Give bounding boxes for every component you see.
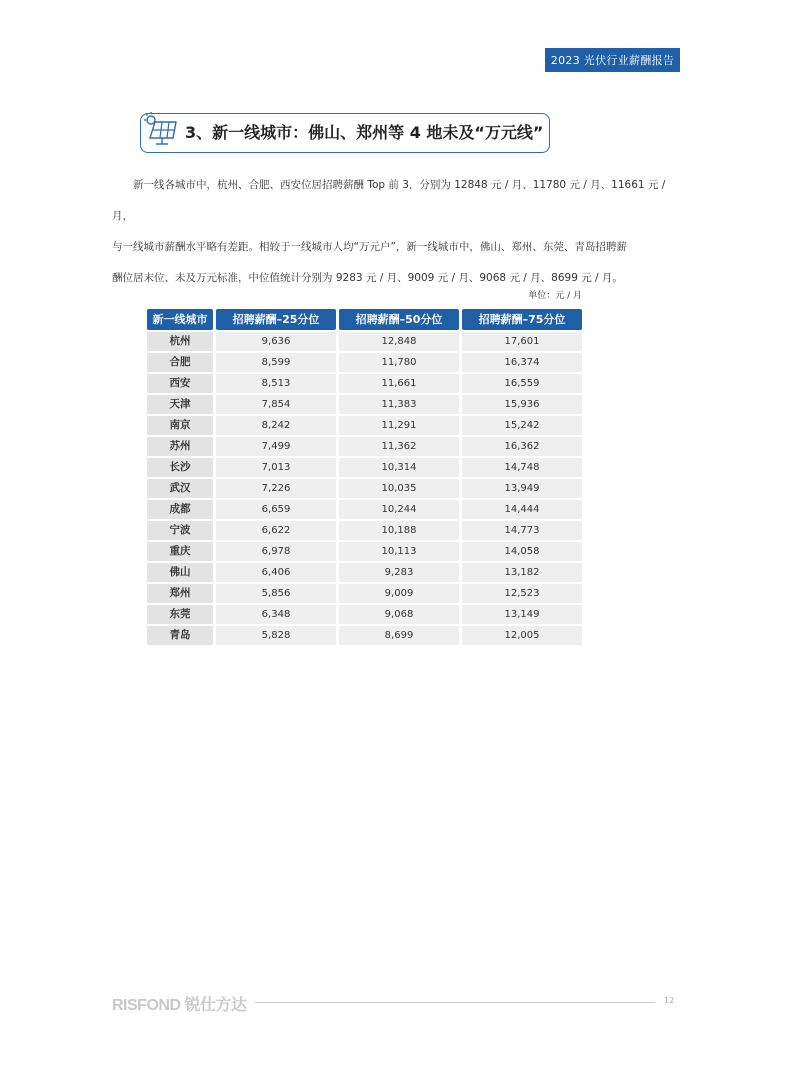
cell-city: 天津 [147, 395, 213, 414]
cell-p25: 8,599 [216, 353, 336, 372]
table-row [147, 603, 583, 624]
cell-p75: 16,362 [462, 437, 582, 456]
salary-table [147, 309, 583, 645]
cell-p50: 11,362 [339, 437, 459, 456]
cell-p50: 10,244 [339, 500, 459, 519]
cell-p25: 7,013 [216, 458, 336, 477]
cell-p75: 14,773 [462, 521, 582, 540]
cell-city: 成都 [147, 500, 213, 519]
cell-p75: 15,242 [462, 416, 582, 435]
cell-p50: 10,113 [339, 542, 459, 561]
cell-p25: 6,659 [216, 500, 336, 519]
cell-p50: 10,035 [339, 479, 459, 498]
header-p50: 招聘薪酬–50分位 [339, 309, 459, 330]
footer-logo: RISFOND 锐仕方达 [112, 997, 247, 1014]
report-title-tag: 2023 光伏行业薪酬报告 [545, 48, 680, 72]
cell-p75: 14,748 [462, 458, 582, 477]
cell-city: 南京 [147, 416, 213, 435]
cell-city: 苏州 [147, 437, 213, 456]
cell-p25: 7,226 [216, 479, 336, 498]
table-row [147, 372, 583, 393]
cell-p75: 13,149 [462, 605, 582, 624]
header-p75: 招聘薪酬–75分位 [462, 309, 582, 330]
cell-p50: 9,283 [339, 563, 459, 582]
cell-city: 东莞 [147, 605, 213, 624]
table-row [147, 414, 583, 435]
table-row [147, 393, 583, 414]
cell-city: 青岛 [147, 626, 213, 645]
cell-p75: 16,559 [462, 374, 582, 393]
table-row [147, 456, 583, 477]
table-row [147, 435, 583, 456]
cell-p25: 6,406 [216, 563, 336, 582]
table-row [147, 477, 583, 498]
cell-p25: 6,622 [216, 521, 336, 540]
body-paragraph [112, 170, 672, 294]
table-row [147, 582, 583, 603]
body-line-3: 酬位居末位、未及万元标准，中位值统计分别为 9283 元 / 月、9009 元 / 月、9068 元 / 月、8699 元 / 月。 [112, 272, 623, 284]
cell-p50: 11,383 [339, 395, 459, 414]
cell-p50: 11,780 [339, 353, 459, 372]
cell-p50: 12,848 [339, 332, 459, 351]
table-header [147, 309, 583, 330]
table-row [147, 519, 583, 540]
table-row [147, 540, 583, 561]
page-number: 12 [664, 996, 675, 1005]
section-title: 3、新一线城市：佛山、郑州等 4 地未及“万元线” [185, 123, 544, 142]
cell-city: 佛山 [147, 563, 213, 582]
cell-p75: 17,601 [462, 332, 582, 351]
table-row [147, 498, 583, 519]
table-row [147, 330, 583, 351]
cell-p25: 5,856 [216, 584, 336, 603]
table-body [147, 330, 583, 645]
table-row [147, 351, 583, 372]
cell-city: 重庆 [147, 542, 213, 561]
section-title-box [140, 113, 550, 153]
cell-p25: 9,636 [216, 332, 336, 351]
cell-p25: 5,828 [216, 626, 336, 645]
cell-p50: 8,699 [339, 626, 459, 645]
table-row [147, 561, 583, 582]
cell-p75: 12,005 [462, 626, 582, 645]
cell-p25: 6,978 [216, 542, 336, 561]
cell-city: 郑州 [147, 584, 213, 603]
cell-p75: 15,936 [462, 395, 582, 414]
cell-p50: 9,009 [339, 584, 459, 603]
cell-p50: 11,291 [339, 416, 459, 435]
cell-p25: 7,854 [216, 395, 336, 414]
header-city: 新一线城市 [147, 309, 213, 330]
unit-label: 单位：元 / 月 [528, 291, 582, 301]
cell-p25: 8,513 [216, 374, 336, 393]
cell-p75: 16,374 [462, 353, 582, 372]
cell-p50: 9,068 [339, 605, 459, 624]
cell-p25: 7,499 [216, 437, 336, 456]
solar-panel-icon [143, 110, 181, 150]
cell-p75: 12,523 [462, 584, 582, 603]
cell-city: 西安 [147, 374, 213, 393]
cell-city: 武汉 [147, 479, 213, 498]
cell-p25: 8,242 [216, 416, 336, 435]
cell-p75: 13,182 [462, 563, 582, 582]
body-line-1: 新一线各城市中，杭州、合肥、西安位居招聘薪酬 Top 前 3，分别为 12848 元 / 月、11780 元 / 月、11661 元 / 月， [112, 179, 666, 222]
cell-p25: 6,348 [216, 605, 336, 624]
cell-p50: 11,661 [339, 374, 459, 393]
body-line-2: 与一线城市薪酬水平略有差距。相较于一线城市人均“万元户”，新一线城市中，佛山、郑州、东莞、青岛招聘薪 [112, 241, 627, 253]
table-row [147, 624, 583, 645]
cell-p50: 10,314 [339, 458, 459, 477]
footer-divider [255, 1002, 655, 1003]
cell-p50: 10,188 [339, 521, 459, 540]
cell-p75: 13,949 [462, 479, 582, 498]
cell-city: 长沙 [147, 458, 213, 477]
cell-p75: 14,058 [462, 542, 582, 561]
cell-city: 合肥 [147, 353, 213, 372]
cell-p75: 14,444 [462, 500, 582, 519]
header-p25: 招聘薪酬–25分位 [216, 309, 336, 330]
cell-city: 宁波 [147, 521, 213, 540]
cell-city: 杭州 [147, 332, 213, 351]
